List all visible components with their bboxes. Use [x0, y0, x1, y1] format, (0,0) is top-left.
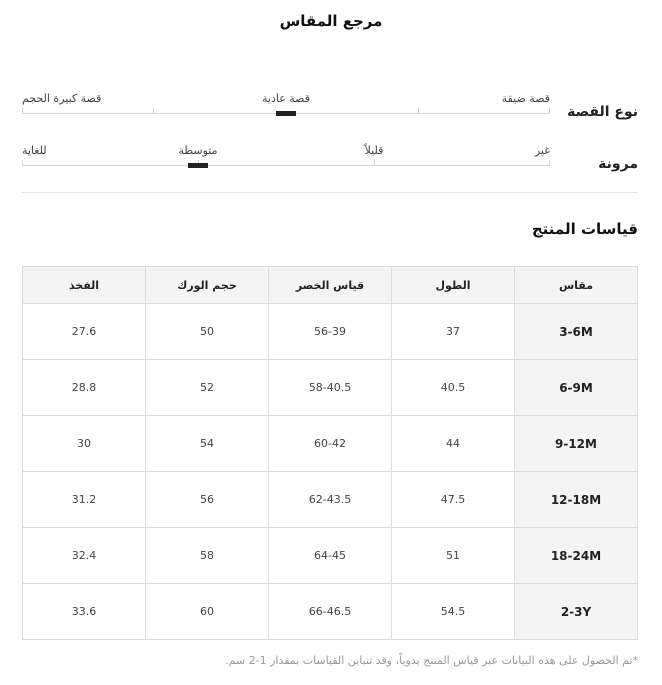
- fit-option-slim: قصة ضيقة: [501, 92, 550, 105]
- waist-cell: 64-45: [269, 528, 392, 584]
- section-divider: [22, 192, 638, 193]
- stretch-scale: [22, 144, 638, 184]
- header-thigh: الفخذ: [23, 267, 146, 304]
- length-cell: 40.5: [392, 360, 515, 416]
- hip-cell: 50: [146, 304, 269, 360]
- waist-cell: 66-46.5: [269, 584, 392, 640]
- length-cell: 44: [392, 416, 515, 472]
- hip-cell: 58: [146, 528, 269, 584]
- size-table: [22, 266, 638, 640]
- hip-cell: 52: [146, 360, 269, 416]
- thigh-cell: 30: [23, 416, 146, 472]
- fit-type-track-wrap: [22, 92, 550, 132]
- stretch-tick: [22, 160, 23, 166]
- table-row: [23, 528, 638, 584]
- table-row: [23, 360, 638, 416]
- table-row: [23, 416, 638, 472]
- thigh-cell: 31.2: [23, 472, 146, 528]
- length-cell: 47.5: [392, 472, 515, 528]
- waist-cell: 62-43.5: [269, 472, 392, 528]
- stretch-option-slight: قليلاً: [364, 144, 384, 157]
- size-cell: 2-3Y: [515, 584, 638, 640]
- thigh-cell: 32.4: [23, 528, 146, 584]
- stretch-label: مرونة: [598, 156, 638, 172]
- fit-tick: [549, 108, 550, 114]
- fit-option-oversized: قصة كبيرة الحجم: [22, 92, 102, 105]
- table-row: [23, 472, 638, 528]
- waist-cell: 60-42: [269, 416, 392, 472]
- fit-tick: [418, 108, 419, 114]
- measurements-title: قياسات المنتج: [531, 220, 638, 238]
- table-row: [23, 584, 638, 640]
- table-header-row: [23, 267, 638, 304]
- stretch-selected-marker: [188, 163, 208, 168]
- waist-cell: 58-40.5: [269, 360, 392, 416]
- length-cell: 51: [392, 528, 515, 584]
- stretch-tick: [549, 160, 550, 166]
- hip-cell: 54: [146, 416, 269, 472]
- size-cell: 12-18M: [515, 472, 638, 528]
- stretch-option-medium: متوسطة: [178, 144, 218, 157]
- header-length: الطول: [392, 267, 515, 304]
- size-cell: 18-24M: [515, 528, 638, 584]
- hip-cell: 56: [146, 472, 269, 528]
- stretch-track: [22, 165, 550, 166]
- page-title: مرجع المقاس: [279, 12, 383, 30]
- length-cell: 37: [392, 304, 515, 360]
- stretch-tick: [374, 160, 375, 166]
- stretch-option-high: للغاية: [22, 144, 47, 157]
- waist-cell: 56-39: [269, 304, 392, 360]
- thigh-cell: 27.6: [23, 304, 146, 360]
- stretch-option-none: غير: [534, 144, 550, 157]
- table-row: [23, 304, 638, 360]
- fit-type-scale: [22, 92, 638, 132]
- length-cell: 54.5: [392, 584, 515, 640]
- size-cell: 3-6M: [515, 304, 638, 360]
- thigh-cell: 33.6: [23, 584, 146, 640]
- fit-tick: [22, 108, 23, 114]
- fit-tick: [153, 108, 154, 114]
- size-cell: 6-9M: [515, 360, 638, 416]
- header-hip: حجم الورك: [146, 267, 269, 304]
- header-waist: قياس الخصر: [269, 267, 392, 304]
- fit-type-label: نوع القصة: [567, 104, 638, 120]
- measurement-footnote: *تم الحصول على هذه البيانات عبر قياس المنتج يدوياً، وقد تتباين القياسات بمقدار 1-2 سم.: [225, 654, 638, 667]
- stretch-track-wrap: [22, 144, 550, 184]
- thigh-cell: 28.8: [23, 360, 146, 416]
- size-cell: 9-12M: [515, 416, 638, 472]
- hip-cell: 60: [146, 584, 269, 640]
- fit-option-regular: قصة عادية: [262, 92, 310, 105]
- header-size: مقاس: [515, 267, 638, 304]
- fit-selected-marker: [276, 111, 296, 116]
